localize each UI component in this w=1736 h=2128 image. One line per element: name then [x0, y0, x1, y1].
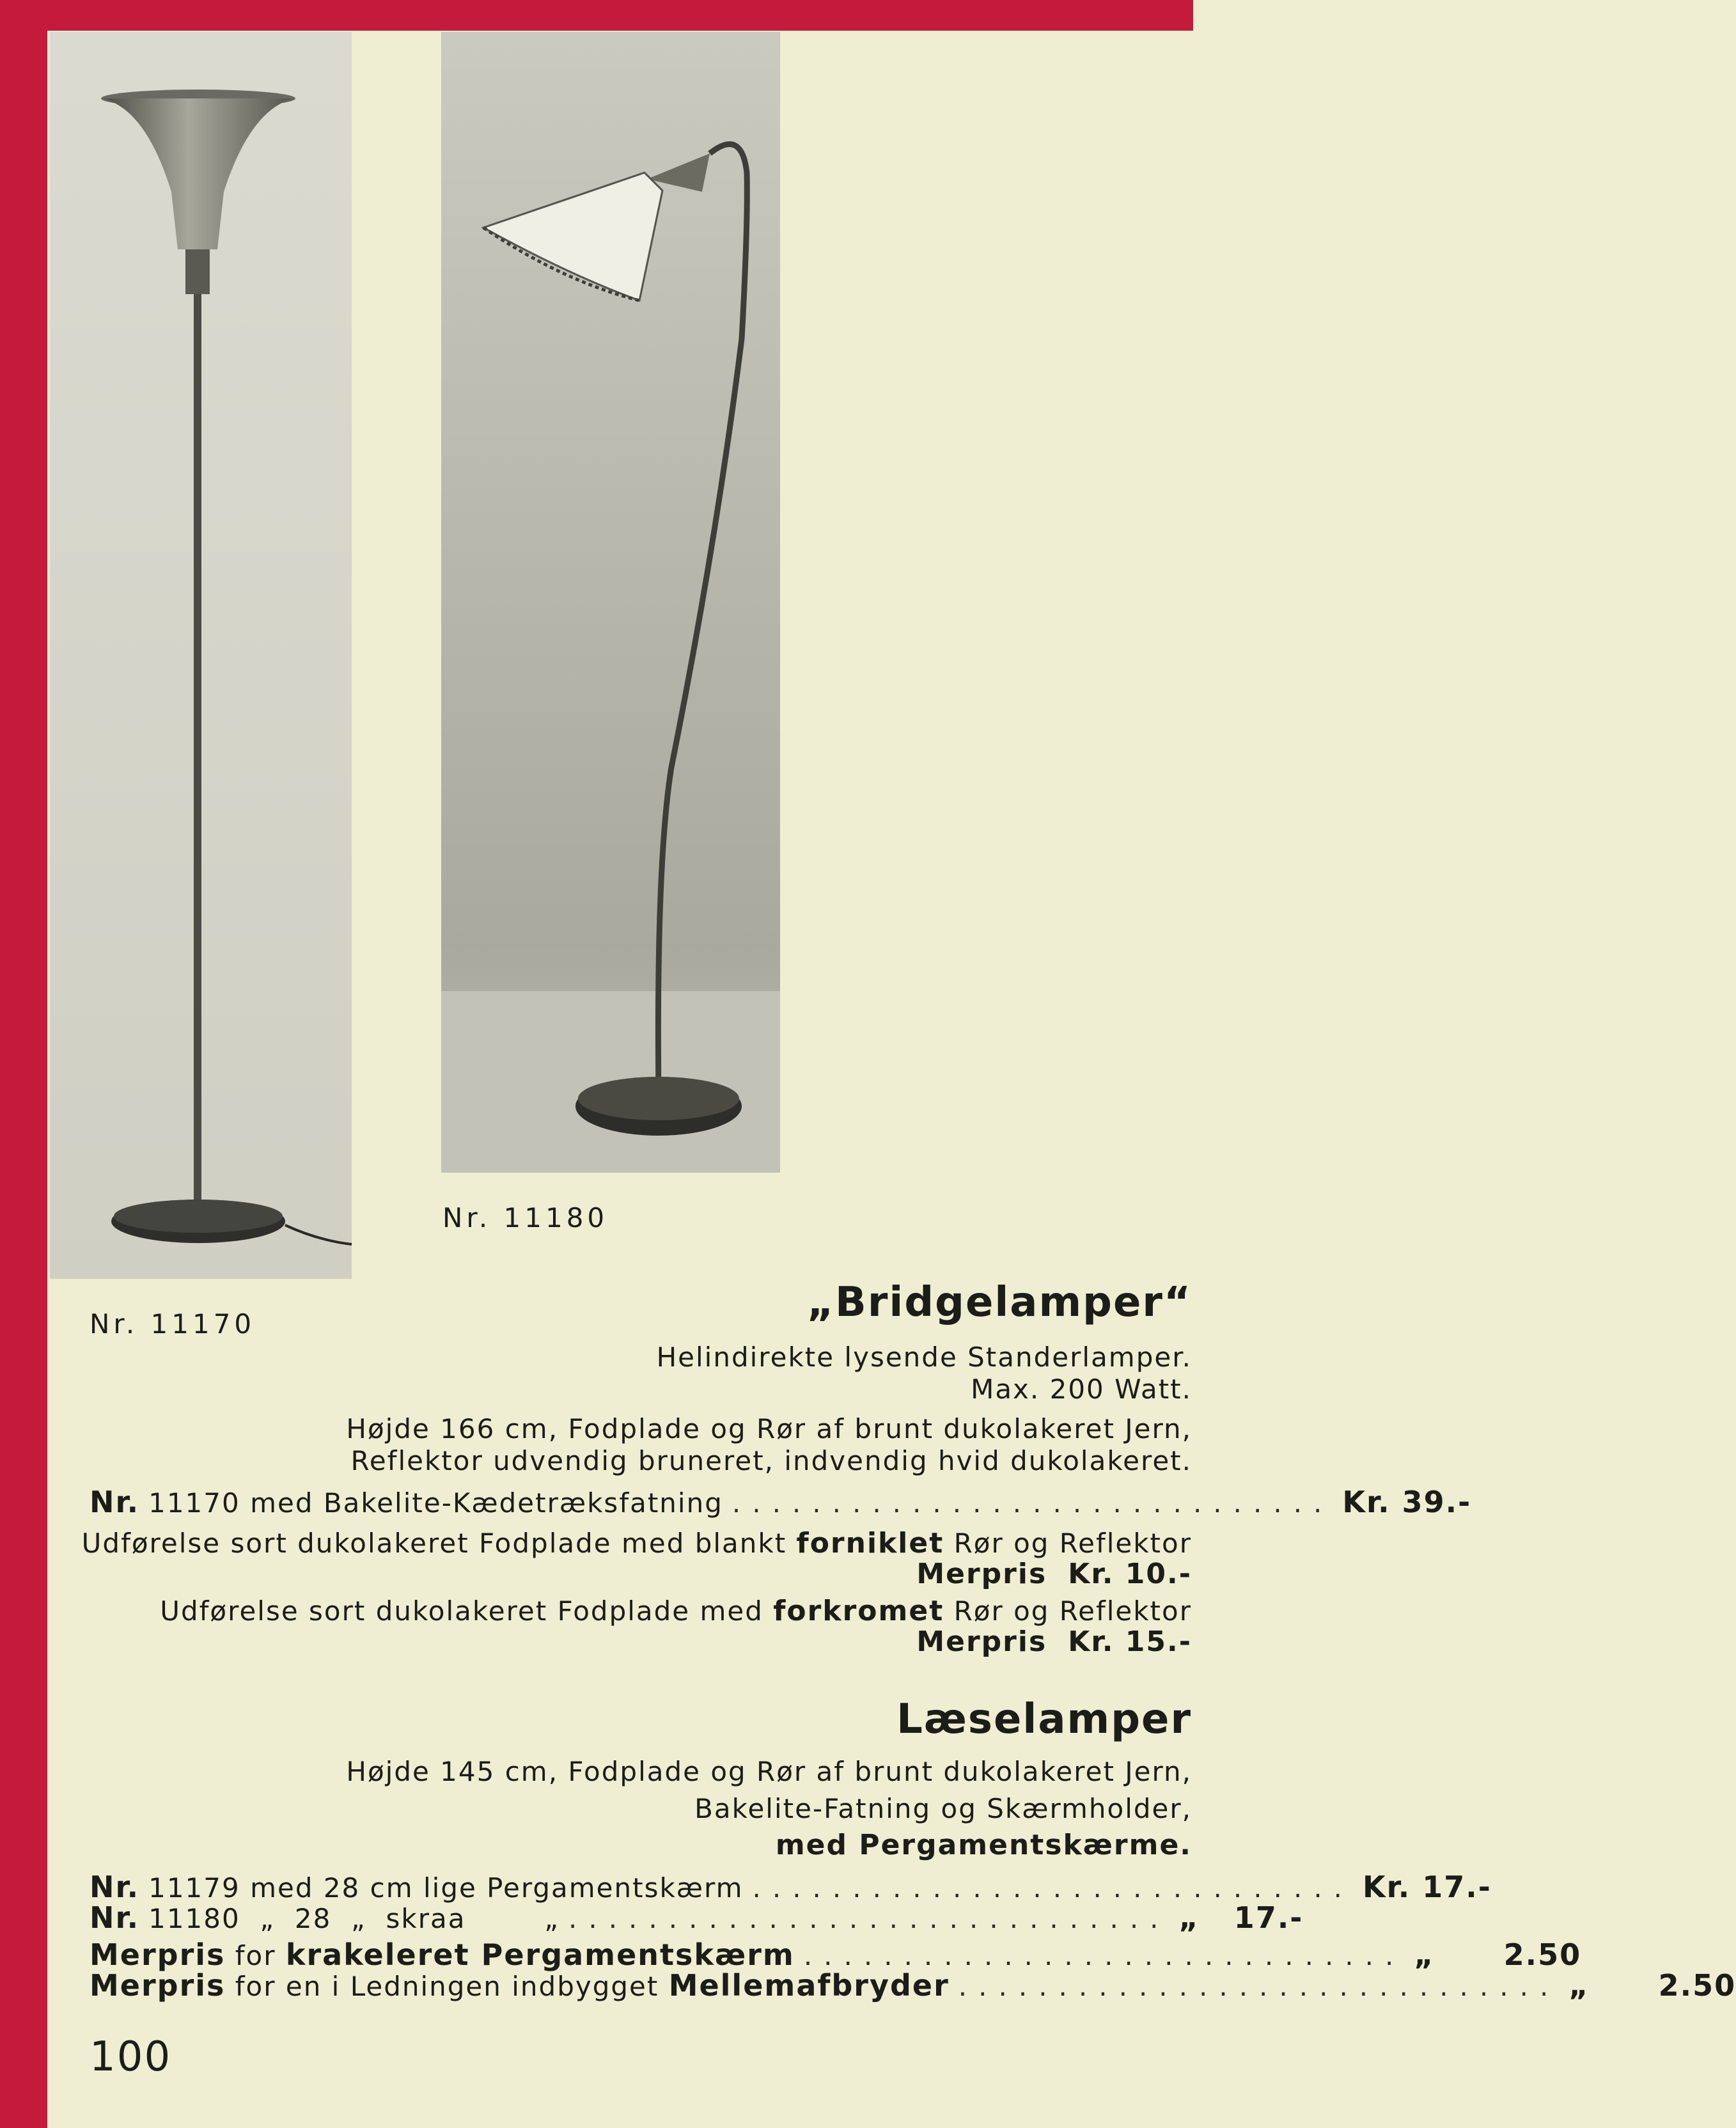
item-price: „ 17.- — [1178, 1900, 1304, 1935]
item-text: 11179 med 28 cm lige Pergamentskærm — [148, 1872, 744, 1904]
variant-forniklet-price — [916, 1558, 1192, 1590]
red-top-band — [0, 0, 1193, 31]
extra-price: „ 2.50 — [1568, 1968, 1736, 2003]
extra-text: for — [225, 1940, 286, 1971]
item-price: Kr. 17.- — [1363, 1870, 1492, 1904]
extra-text: for en i Ledningen indbygget — [225, 1971, 669, 2002]
merpris-price: Kr. 10.- — [1068, 1558, 1192, 1590]
finish-forkromet: forkromet — [773, 1595, 944, 1627]
extra-price: „ 2.50 — [1414, 1937, 1582, 1972]
photo-lamp-11170 — [50, 32, 352, 1279]
nr-label: Nr. — [90, 1870, 140, 1904]
variant-text: Udførelse sort dukolakeret Fodplade med — [160, 1595, 774, 1627]
bridge-desc-line2: Max. 200 Watt. — [971, 1373, 1192, 1405]
leader-dots: .............................. — [803, 1940, 1405, 1971]
variant-text: Udførelse sort dukolakeret Fodplade med blankt — [81, 1528, 797, 1559]
merpris-label: Merpris — [916, 1558, 1047, 1590]
merpris-label: Merpris — [916, 1625, 1047, 1658]
variant-text-end: Rør og Reflektor — [944, 1528, 1192, 1559]
photo-lamp-11180 — [441, 32, 780, 1173]
extra-row-mellemafbryder — [90, 1968, 1736, 2004]
extra-bold: Mellemafbryder — [668, 1968, 950, 2003]
leader-dots: .............................. — [568, 1903, 1170, 1934]
item-price: Kr. 39.- — [1342, 1485, 1472, 1519]
extra-bold: krakeleret Pergamentskærm — [285, 1937, 795, 1972]
item-text: 11180 „ 28 „ skraa „ — [148, 1903, 559, 1934]
leader-dots: .............................. — [752, 1872, 1354, 1904]
merpris-price: Kr. 15.- — [1068, 1625, 1192, 1658]
item-text: 11170 med Bakelite-Kædetræksfatning — [148, 1487, 723, 1519]
finish-forniklet: forniklet — [796, 1527, 944, 1560]
leader-dots: .............................. — [731, 1487, 1334, 1519]
bridge-desc-line1: Helindirekte lysende Standerlamper. — [656, 1342, 1192, 1373]
nr-label: Nr. — [90, 1900, 140, 1935]
variant-forkromet — [160, 1595, 1192, 1627]
page-number: 100 — [90, 2033, 172, 2081]
section-title-bridgelamper: „Bridgelamper“ — [806, 1279, 1192, 1326]
bridge-desc-line4: Reflektor udvendig bruneret, indvendig hvid dukolakeret. — [350, 1445, 1192, 1476]
nr-label: Nr. — [90, 1485, 140, 1519]
merpris-label: Merpris — [90, 1937, 226, 1972]
red-margin-band — [0, 0, 47, 2128]
variant-forkromet-price — [916, 1625, 1192, 1658]
bridge-desc-line3: Højde 166 cm, Fodplade og Rør af brunt dukolakeret Jern, — [346, 1413, 1192, 1444]
leader-dots: .............................. — [958, 1971, 1560, 2002]
lese-desc-line3: med Pergamentskærme. — [775, 1829, 1192, 1861]
price-row-11170 — [90, 1485, 1472, 1521]
section-title-laeselamper: Læselamper — [896, 1696, 1192, 1743]
caption-nr-11180: Nr. 11180 — [442, 1202, 609, 1233]
price-row-11180 — [90, 1900, 1304, 1936]
lese-desc-line1: Højde 145 cm, Fodplade og Rør af brunt dukolakeret Jern, — [346, 1756, 1192, 1787]
variant-text-end: Rør og Reflektor — [944, 1595, 1192, 1627]
lese-desc-line2: Bakelite-Fatning og Skærmholder, — [694, 1793, 1192, 1824]
caption-nr-11170: Nr. 11170 — [90, 1308, 256, 1340]
merpris-label: Merpris — [90, 1968, 226, 2003]
variant-forniklet — [82, 1527, 1192, 1560]
